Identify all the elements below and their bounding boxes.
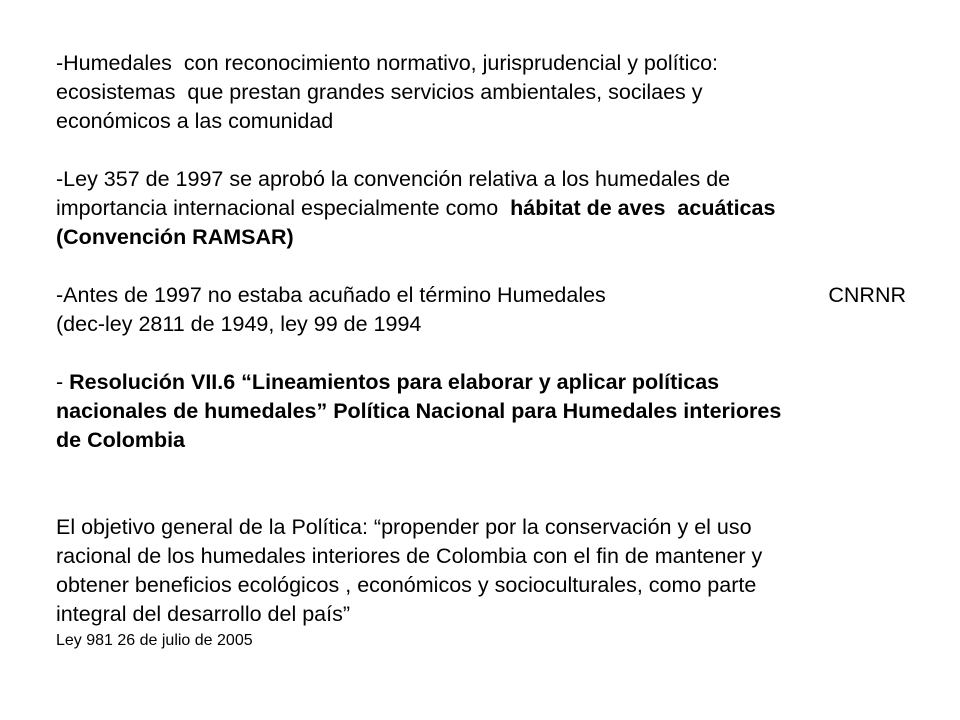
text-line xyxy=(56,368,906,397)
text-line xyxy=(56,194,906,223)
text-line: -Humedales con reconocimiento normativo, jurisprudencial y político: xyxy=(56,51,719,75)
text-line: -Ley 357 de 1997 se aprobó la convención relativa a los humedales de xyxy=(56,167,731,191)
bold-text: Resolución VII.6 “Lineamientos para elaborar y aplicar políticas xyxy=(69,370,720,394)
paragraph-objetivo xyxy=(56,513,906,629)
text-line: racional de los humedales interiores de Colombia con el fin de mantener y xyxy=(56,544,763,568)
text-line: integral del desarrollo del país” xyxy=(56,602,350,626)
text-line-bold: de Colombia xyxy=(56,428,186,452)
text-line: ecosistemas que prestan grandes servicios ambientales, socilaes y xyxy=(56,80,703,104)
paragraph-antes-1997 xyxy=(56,281,906,339)
text-line-bold: nacionales de humedales” Política Nacional para Humedales interiores xyxy=(56,399,782,423)
bold-text: hábitat de aves acuáticas xyxy=(510,196,776,220)
footnote-ley-981: Ley 981 26 de julio de 2005 xyxy=(56,632,253,649)
dash: - xyxy=(56,370,70,394)
text-line: económicos a las comunidad xyxy=(56,109,334,133)
text-segment-cnrnr: CNRNR xyxy=(828,283,906,307)
text-line: obtener beneficios ecológicos , económicos y socioculturales, como parte xyxy=(56,573,757,597)
paragraph-ley-357 xyxy=(56,165,906,252)
slide-text-body xyxy=(56,49,906,651)
text-line: El objetivo general de la Política: “propender por la conservación y el uso xyxy=(56,515,752,539)
text-segment: -Antes de 1997 no estaba acuñado el término Humedales xyxy=(56,283,606,307)
text-line-bold: (Convención RAMSAR) xyxy=(56,225,294,249)
paragraph-resolucion xyxy=(56,368,906,455)
text-segment: importancia internacional especialmente como xyxy=(56,196,511,220)
text-line xyxy=(56,281,906,310)
paragraph-humedales xyxy=(56,49,906,136)
text-line: (dec-ley 2811 de 1949, ley 99 de 1994 xyxy=(56,312,422,336)
